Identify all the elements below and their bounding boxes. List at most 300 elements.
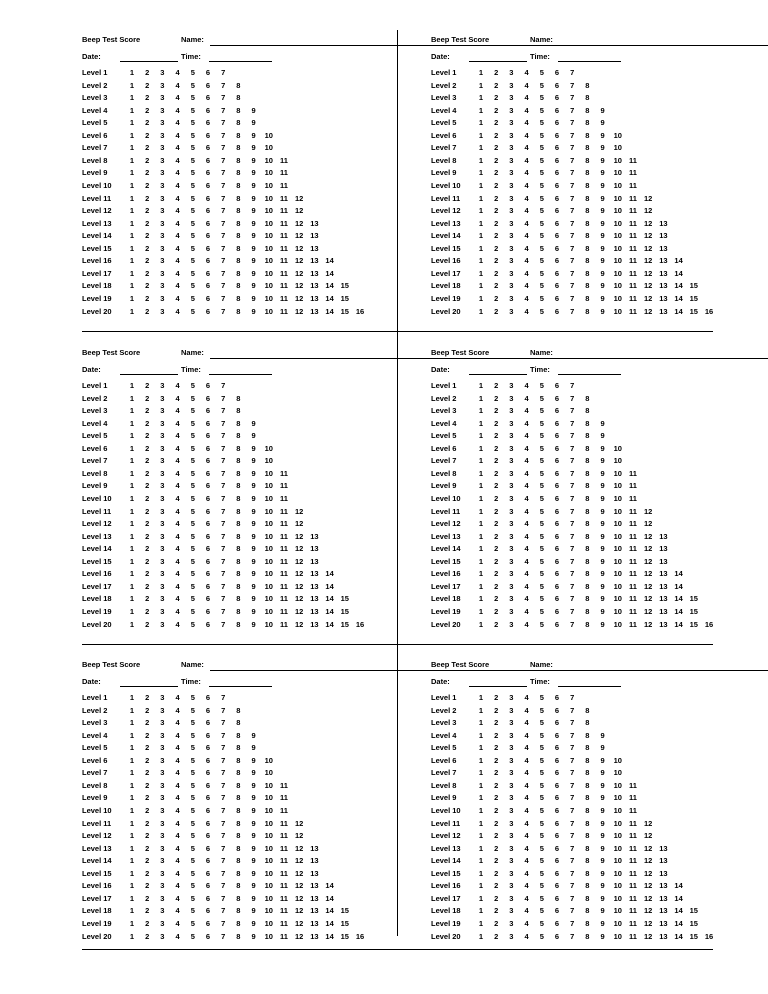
shuttle-number[interactable]: 11 <box>280 155 288 165</box>
shuttle-number[interactable]: 2 <box>145 544 150 554</box>
shuttle-number[interactable]: 11 <box>629 856 637 866</box>
shuttle-number[interactable]: 14 <box>325 918 334 928</box>
shuttle-number[interactable]: 5 <box>539 544 544 554</box>
shuttle-number[interactable]: 6 <box>554 293 560 303</box>
shuttle-number[interactable]: 9 <box>251 443 256 453</box>
shuttle-number[interactable]: 1 <box>129 506 135 516</box>
shuttle-number[interactable]: 7 <box>221 93 226 103</box>
shuttle-number[interactable]: 2 <box>145 493 150 503</box>
shuttle-number[interactable]: 9 <box>600 293 605 303</box>
shuttle-number[interactable]: 7 <box>570 730 575 740</box>
shuttle-number[interactable]: 6 <box>205 780 211 790</box>
shuttle-number[interactable]: 13 <box>659 218 668 228</box>
shuttle-number[interactable]: 1 <box>478 155 484 165</box>
shuttle-number[interactable]: 2 <box>145 718 150 728</box>
shuttle-number[interactable]: 8 <box>585 569 590 579</box>
shuttle-number[interactable]: 5 <box>190 906 195 916</box>
shuttle-number[interactable]: 3 <box>509 393 514 403</box>
shuttle-number[interactable]: 7 <box>221 443 226 453</box>
shuttle-number[interactable]: 3 <box>160 180 165 190</box>
shuttle-number[interactable]: 8 <box>585 893 590 903</box>
shuttle-number[interactable]: 2 <box>145 893 150 903</box>
shuttle-number[interactable]: 10 <box>613 306 622 316</box>
shuttle-number[interactable]: 9 <box>600 805 605 815</box>
shuttle-number[interactable]: 3 <box>509 506 514 516</box>
shuttle-number[interactable]: 6 <box>554 80 560 90</box>
shuttle-number[interactable]: 10 <box>264 906 273 916</box>
shuttle-number[interactable]: 8 <box>236 431 241 441</box>
shuttle-number[interactable]: 15 <box>689 281 698 291</box>
shuttle-number[interactable]: 10 <box>264 456 273 466</box>
shuttle-number[interactable]: 3 <box>509 918 514 928</box>
shuttle-number[interactable]: 3 <box>509 243 514 253</box>
shuttle-number[interactable]: 6 <box>205 581 211 591</box>
shuttle-number[interactable]: 1 <box>129 805 135 815</box>
shuttle-number[interactable]: 10 <box>613 506 622 516</box>
shuttle-number[interactable]: 1 <box>129 705 135 715</box>
shuttle-number[interactable]: 5 <box>539 155 544 165</box>
shuttle-number[interactable]: 13 <box>310 569 319 579</box>
shuttle-number[interactable]: 1 <box>129 206 135 216</box>
shuttle-number[interactable]: 8 <box>236 93 241 103</box>
shuttle-number[interactable]: 7 <box>570 143 575 153</box>
shuttle-number[interactable]: 6 <box>205 693 211 702</box>
shuttle-number[interactable]: 2 <box>145 168 150 178</box>
shuttle-number[interactable]: 9 <box>251 155 256 165</box>
shuttle-number[interactable]: 2 <box>494 155 499 165</box>
shuttle-number[interactable]: 2 <box>494 456 499 466</box>
shuttle-number[interactable]: 9 <box>251 768 256 778</box>
shuttle-number[interactable]: 3 <box>160 418 165 428</box>
shuttle-number[interactable]: 8 <box>236 906 241 916</box>
shuttle-number[interactable]: 8 <box>236 843 241 853</box>
shuttle-number[interactable]: 4 <box>524 281 529 291</box>
shuttle-number[interactable]: 13 <box>310 594 319 604</box>
shuttle-number[interactable]: 6 <box>554 168 560 178</box>
shuttle-number[interactable]: 5 <box>539 468 544 478</box>
shuttle-number[interactable]: 8 <box>236 443 241 453</box>
shuttle-number[interactable]: 6 <box>554 793 560 803</box>
shuttle-number[interactable]: 15 <box>340 918 349 928</box>
date-field[interactable] <box>120 374 178 375</box>
shuttle-number[interactable]: 10 <box>264 619 273 629</box>
shuttle-number[interactable]: 14 <box>674 931 683 941</box>
shuttle-number[interactable]: 7 <box>570 544 575 554</box>
shuttle-number[interactable]: 10 <box>613 180 622 190</box>
shuttle-number[interactable]: 10 <box>264 281 273 291</box>
shuttle-number[interactable]: 3 <box>160 218 165 228</box>
shuttle-number[interactable]: 5 <box>190 730 195 740</box>
shuttle-number[interactable]: 15 <box>689 293 698 303</box>
shuttle-number[interactable]: 8 <box>585 918 590 928</box>
shuttle-number[interactable]: 3 <box>160 256 165 266</box>
shuttle-number[interactable]: 3 <box>160 918 165 928</box>
shuttle-number[interactable]: 6 <box>554 443 560 453</box>
shuttle-number[interactable]: 2 <box>145 768 150 778</box>
shuttle-number[interactable]: 6 <box>205 80 211 90</box>
shuttle-number[interactable]: 5 <box>539 581 544 591</box>
shuttle-number[interactable]: 3 <box>509 843 514 853</box>
shuttle-number[interactable]: 7 <box>570 693 575 702</box>
shuttle-number[interactable]: 3 <box>509 431 514 441</box>
shuttle-number[interactable]: 2 <box>145 206 150 216</box>
shuttle-number[interactable]: 2 <box>494 619 499 629</box>
shuttle-number[interactable]: 1 <box>129 743 135 753</box>
shuttle-number[interactable]: 12 <box>295 893 304 903</box>
shuttle-number[interactable]: 3 <box>160 531 165 541</box>
shuttle-number[interactable]: 7 <box>221 143 226 153</box>
shuttle-number[interactable]: 12 <box>644 544 653 554</box>
shuttle-number[interactable]: 11 <box>280 268 288 278</box>
shuttle-number[interactable]: 7 <box>570 831 575 841</box>
shuttle-number[interactable]: 6 <box>205 569 211 579</box>
shuttle-number[interactable]: 1 <box>129 130 135 140</box>
shuttle-number[interactable]: 4 <box>175 168 180 178</box>
time-field[interactable] <box>209 374 272 375</box>
shuttle-number[interactable]: 10 <box>264 755 273 765</box>
shuttle-number[interactable]: 10 <box>264 506 273 516</box>
shuttle-number[interactable]: 3 <box>160 231 165 241</box>
shuttle-number[interactable]: 8 <box>236 218 241 228</box>
shuttle-number[interactable]: 14 <box>325 581 334 591</box>
shuttle-number[interactable]: 9 <box>600 268 605 278</box>
shuttle-number[interactable]: 3 <box>509 519 514 529</box>
shuttle-number[interactable]: 11 <box>280 793 288 803</box>
shuttle-number[interactable]: 1 <box>478 80 484 90</box>
shuttle-number[interactable]: 1 <box>478 931 484 941</box>
shuttle-number[interactable]: 12 <box>295 281 304 291</box>
shuttle-number[interactable]: 9 <box>600 443 605 453</box>
shuttle-number[interactable]: 2 <box>494 443 499 453</box>
shuttle-number[interactable]: 11 <box>629 243 637 253</box>
shuttle-number[interactable]: 2 <box>494 506 499 516</box>
shuttle-number[interactable]: 1 <box>129 293 135 303</box>
shuttle-number[interactable]: 8 <box>236 569 241 579</box>
shuttle-number[interactable]: 4 <box>524 393 529 403</box>
shuttle-number[interactable]: 7 <box>221 293 226 303</box>
shuttle-number[interactable]: 13 <box>659 843 668 853</box>
shuttle-number[interactable]: 2 <box>494 381 499 390</box>
shuttle-number[interactable]: 14 <box>325 619 334 629</box>
shuttle-number[interactable]: 2 <box>494 393 499 403</box>
shuttle-number[interactable]: 2 <box>494 519 499 529</box>
shuttle-number[interactable]: 4 <box>524 155 529 165</box>
shuttle-number[interactable]: 10 <box>264 268 273 278</box>
shuttle-number[interactable]: 9 <box>600 918 605 928</box>
shuttle-number[interactable]: 4 <box>175 619 180 629</box>
shuttle-number[interactable]: 11 <box>629 481 637 491</box>
shuttle-number[interactable]: 11 <box>280 843 288 853</box>
shuttle-number[interactable]: 1 <box>478 93 484 103</box>
shuttle-number[interactable]: 3 <box>509 730 514 740</box>
shuttle-number[interactable]: 2 <box>494 406 499 416</box>
shuttle-number[interactable]: 1 <box>478 456 484 466</box>
shuttle-number[interactable]: 14 <box>674 594 683 604</box>
shuttle-number[interactable]: 6 <box>554 780 560 790</box>
shuttle-number[interactable]: 2 <box>145 293 150 303</box>
shuttle-number[interactable]: 6 <box>554 193 560 203</box>
shuttle-number[interactable]: 6 <box>554 468 560 478</box>
shuttle-number[interactable]: 2 <box>145 105 150 115</box>
shuttle-number[interactable]: 10 <box>613 130 622 140</box>
shuttle-number[interactable]: 9 <box>600 856 605 866</box>
shuttle-number[interactable]: 5 <box>539 243 544 253</box>
shuttle-number[interactable]: 5 <box>190 743 195 753</box>
shuttle-number[interactable]: 13 <box>310 556 319 566</box>
shuttle-number[interactable]: 8 <box>236 418 241 428</box>
shuttle-number[interactable]: 3 <box>160 718 165 728</box>
shuttle-number[interactable]: 7 <box>221 243 226 253</box>
time-field[interactable] <box>558 61 621 62</box>
shuttle-number[interactable]: 7 <box>221 206 226 216</box>
shuttle-number[interactable]: 7 <box>221 906 226 916</box>
shuttle-number[interactable]: 2 <box>494 718 499 728</box>
shuttle-number[interactable]: 7 <box>221 481 226 491</box>
shuttle-number[interactable]: 7 <box>221 118 226 128</box>
shuttle-number[interactable]: 12 <box>295 843 304 853</box>
shuttle-number[interactable]: 4 <box>175 594 180 604</box>
shuttle-number[interactable]: 10 <box>264 218 273 228</box>
shuttle-number[interactable]: 1 <box>129 256 135 266</box>
shuttle-number[interactable]: 12 <box>295 619 304 629</box>
shuttle-number[interactable]: 11 <box>629 168 637 178</box>
shuttle-number[interactable]: 7 <box>221 868 226 878</box>
shuttle-number[interactable]: 10 <box>613 268 622 278</box>
shuttle-number[interactable]: 7 <box>221 168 226 178</box>
shuttle-number[interactable]: 2 <box>145 381 150 390</box>
shuttle-number[interactable]: 10 <box>264 569 273 579</box>
shuttle-number[interactable]: 12 <box>295 931 304 941</box>
shuttle-number[interactable]: 10 <box>613 143 622 153</box>
shuttle-number[interactable]: 10 <box>264 130 273 140</box>
shuttle-number[interactable]: 11 <box>280 868 288 878</box>
shuttle-number[interactable]: 8 <box>236 780 241 790</box>
shuttle-number[interactable]: 7 <box>221 856 226 866</box>
shuttle-number[interactable]: 16 <box>704 306 714 316</box>
shuttle-number[interactable]: 1 <box>129 418 135 428</box>
shuttle-number[interactable]: 7 <box>221 381 226 390</box>
shuttle-number[interactable]: 5 <box>190 468 195 478</box>
shuttle-number[interactable]: 3 <box>160 818 165 828</box>
shuttle-number[interactable]: 3 <box>509 256 514 266</box>
shuttle-number[interactable]: 10 <box>264 581 273 591</box>
shuttle-number[interactable]: 4 <box>524 730 529 740</box>
shuttle-number[interactable]: 1 <box>478 306 484 316</box>
shuttle-number[interactable]: 2 <box>145 80 150 90</box>
shuttle-number[interactable]: 5 <box>539 80 544 90</box>
shuttle-number[interactable]: 6 <box>205 130 211 140</box>
shuttle-number[interactable]: 2 <box>145 743 150 753</box>
shuttle-number[interactable]: 1 <box>478 481 484 491</box>
shuttle-number[interactable]: 9 <box>600 906 605 916</box>
shuttle-number[interactable]: 11 <box>629 569 637 579</box>
shuttle-number[interactable]: 11 <box>629 805 637 815</box>
shuttle-number[interactable]: 5 <box>190 506 195 516</box>
shuttle-number[interactable]: 9 <box>251 843 256 853</box>
shuttle-number[interactable]: 13 <box>310 931 319 941</box>
shuttle-number[interactable]: 2 <box>494 918 499 928</box>
shuttle-number[interactable]: 5 <box>190 556 195 566</box>
shuttle-number[interactable]: 12 <box>644 581 653 591</box>
shuttle-number[interactable]: 12 <box>295 256 304 266</box>
shuttle-number[interactable]: 4 <box>524 743 529 753</box>
shuttle-number[interactable]: 10 <box>613 531 622 541</box>
shuttle-number[interactable]: 6 <box>554 519 560 529</box>
shuttle-number[interactable]: 3 <box>509 831 514 841</box>
shuttle-number[interactable]: 4 <box>524 918 529 928</box>
shuttle-number[interactable]: 10 <box>613 231 622 241</box>
shuttle-number[interactable]: 2 <box>145 606 150 616</box>
shuttle-number[interactable]: 3 <box>509 268 514 278</box>
shuttle-number[interactable]: 11 <box>280 193 288 203</box>
shuttle-number[interactable]: 7 <box>221 431 226 441</box>
shuttle-number[interactable]: 15 <box>340 306 349 316</box>
shuttle-number[interactable]: 9 <box>600 619 605 629</box>
shuttle-number[interactable]: 2 <box>145 569 150 579</box>
shuttle-number[interactable]: 2 <box>494 193 499 203</box>
shuttle-number[interactable]: 12 <box>295 231 304 241</box>
date-field[interactable] <box>469 686 527 687</box>
shuttle-number[interactable]: 8 <box>585 105 590 115</box>
shuttle-number[interactable]: 9 <box>600 893 605 903</box>
shuttle-number[interactable]: 1 <box>478 118 484 128</box>
shuttle-number[interactable]: 12 <box>295 868 304 878</box>
shuttle-number[interactable]: 5 <box>539 393 544 403</box>
shuttle-number[interactable]: 10 <box>264 443 273 453</box>
shuttle-number[interactable]: 10 <box>613 805 622 815</box>
shuttle-number[interactable]: 5 <box>190 868 195 878</box>
shuttle-number[interactable]: 2 <box>494 493 499 503</box>
shuttle-number[interactable]: 7 <box>570 243 575 253</box>
shuttle-number[interactable]: 10 <box>613 456 622 466</box>
shuttle-number[interactable]: 5 <box>190 818 195 828</box>
shuttle-number[interactable]: 4 <box>524 293 529 303</box>
shuttle-number[interactable]: 4 <box>175 581 180 591</box>
shuttle-number[interactable]: 9 <box>251 893 256 903</box>
shuttle-number[interactable]: 7 <box>570 268 575 278</box>
shuttle-number[interactable]: 6 <box>205 180 211 190</box>
shuttle-number[interactable]: 7 <box>570 93 575 103</box>
shuttle-number[interactable]: 5 <box>539 105 544 115</box>
shuttle-number[interactable]: 8 <box>585 281 590 291</box>
shuttle-number[interactable]: 11 <box>629 281 637 291</box>
shuttle-number[interactable]: 3 <box>509 118 514 128</box>
shuttle-number[interactable]: 1 <box>478 581 484 591</box>
shuttle-number[interactable]: 1 <box>129 918 135 928</box>
shuttle-number[interactable]: 5 <box>539 730 544 740</box>
shuttle-number[interactable]: 4 <box>524 218 529 228</box>
shuttle-number[interactable]: 11 <box>280 893 288 903</box>
shuttle-number[interactable]: 8 <box>236 306 241 316</box>
shuttle-number[interactable]: 13 <box>659 556 668 566</box>
shuttle-number[interactable]: 6 <box>205 256 211 266</box>
shuttle-number[interactable]: 12 <box>295 206 304 216</box>
shuttle-number[interactable]: 1 <box>129 493 135 503</box>
shuttle-number[interactable]: 6 <box>205 556 211 566</box>
shuttle-number[interactable]: 3 <box>509 868 514 878</box>
shuttle-number[interactable]: 9 <box>251 256 256 266</box>
shuttle-number[interactable]: 2 <box>494 831 499 841</box>
shuttle-number[interactable]: 5 <box>539 843 544 853</box>
shuttle-number[interactable]: 10 <box>264 206 273 216</box>
shuttle-number[interactable]: 8 <box>585 856 590 866</box>
shuttle-number[interactable]: 1 <box>478 619 484 629</box>
shuttle-number[interactable]: 5 <box>190 768 195 778</box>
shuttle-number[interactable]: 13 <box>310 843 319 853</box>
shuttle-number[interactable]: 1 <box>129 381 135 390</box>
shuttle-number[interactable]: 11 <box>280 531 288 541</box>
shuttle-number[interactable]: 3 <box>160 431 165 441</box>
shuttle-number[interactable]: 3 <box>509 418 514 428</box>
shuttle-number[interactable]: 9 <box>600 868 605 878</box>
shuttle-number[interactable]: 6 <box>205 431 211 441</box>
shuttle-number[interactable]: 13 <box>310 544 319 554</box>
shuttle-number[interactable]: 4 <box>175 755 180 765</box>
shuttle-number[interactable]: 3 <box>509 93 514 103</box>
shuttle-number[interactable]: 9 <box>600 168 605 178</box>
shuttle-number[interactable]: 2 <box>145 805 150 815</box>
shuttle-number[interactable]: 2 <box>145 118 150 128</box>
shuttle-number[interactable]: 14 <box>325 293 334 303</box>
shuttle-number[interactable]: 1 <box>478 218 484 228</box>
shuttle-number[interactable]: 4 <box>524 268 529 278</box>
shuttle-number[interactable]: 10 <box>613 206 622 216</box>
shuttle-number[interactable]: 3 <box>509 705 514 715</box>
shuttle-number[interactable]: 12 <box>295 906 304 916</box>
shuttle-number[interactable]: 8 <box>236 105 241 115</box>
shuttle-number[interactable]: 6 <box>554 306 560 316</box>
shuttle-number[interactable]: 5 <box>539 569 544 579</box>
shuttle-number[interactable]: 7 <box>570 519 575 529</box>
shuttle-number[interactable]: 3 <box>160 881 165 891</box>
shuttle-number[interactable]: 14 <box>325 569 334 579</box>
shuttle-number[interactable]: 4 <box>175 705 180 715</box>
shuttle-number[interactable]: 13 <box>310 856 319 866</box>
shuttle-number[interactable]: 3 <box>509 881 514 891</box>
shuttle-number[interactable]: 3 <box>160 481 165 491</box>
shuttle-number[interactable]: 4 <box>175 118 180 128</box>
shuttle-number[interactable]: 3 <box>160 705 165 715</box>
shuttle-number[interactable]: 2 <box>145 531 150 541</box>
shuttle-number[interactable]: 3 <box>160 893 165 903</box>
shuttle-number[interactable]: 13 <box>310 881 319 891</box>
shuttle-number[interactable]: 15 <box>340 906 349 916</box>
shuttle-number[interactable]: 9 <box>251 130 256 140</box>
shuttle-number[interactable]: 1 <box>129 193 135 203</box>
shuttle-number[interactable]: 2 <box>494 606 499 616</box>
shuttle-number[interactable]: 10 <box>264 168 273 178</box>
shuttle-number[interactable]: 1 <box>478 406 484 416</box>
shuttle-number[interactable]: 4 <box>524 856 529 866</box>
shuttle-number[interactable]: 2 <box>145 818 150 828</box>
shuttle-number[interactable]: 13 <box>310 918 319 928</box>
shuttle-number[interactable]: 6 <box>205 755 211 765</box>
shuttle-number[interactable]: 12 <box>644 218 653 228</box>
shuttle-number[interactable]: 12 <box>644 293 653 303</box>
shuttle-number[interactable]: 6 <box>205 906 211 916</box>
shuttle-number[interactable]: 1 <box>478 805 484 815</box>
shuttle-number[interactable]: 12 <box>644 231 653 241</box>
shuttle-number[interactable]: 10 <box>264 243 273 253</box>
shuttle-number[interactable]: 3 <box>160 843 165 853</box>
shuttle-number[interactable]: 2 <box>494 306 499 316</box>
shuttle-number[interactable]: 12 <box>644 531 653 541</box>
shuttle-number[interactable]: 9 <box>600 431 605 441</box>
shuttle-number[interactable]: 1 <box>478 381 484 390</box>
shuttle-number[interactable]: 4 <box>175 893 180 903</box>
shuttle-number[interactable]: 1 <box>478 843 484 853</box>
shuttle-number[interactable]: 6 <box>554 105 560 115</box>
